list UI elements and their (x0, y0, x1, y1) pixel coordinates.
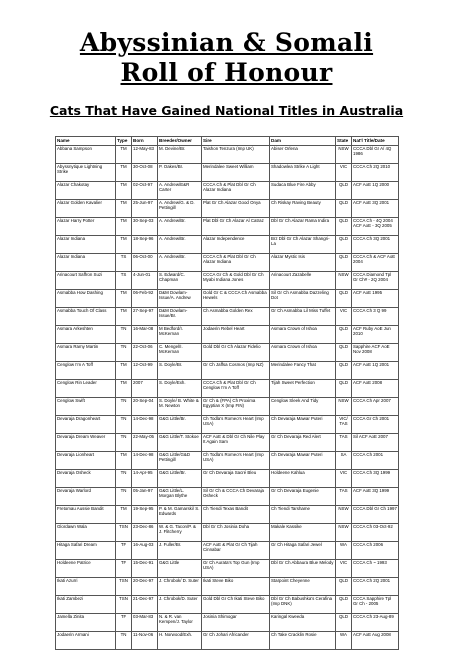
cell-dam: Arinacourt Zazabelle (270, 272, 336, 290)
cell-breeder-owner: P. Oakes/Br. (158, 164, 202, 182)
cell-type: TN (116, 632, 132, 650)
cell-name: Alazar Indiana (56, 254, 116, 272)
cell-born: 23-Dec-86 (132, 524, 158, 542)
table-row (56, 182, 399, 200)
cell-dam: Gr Ch Asmabba Lil Miss Tuffet (270, 308, 336, 326)
cell-breeder-owner: G&G Little/G&D Pettingill (158, 452, 202, 470)
cell-state: QLD (336, 596, 352, 614)
cell-type: TM (116, 218, 132, 236)
cell-type: TM (116, 182, 132, 200)
cell-name: Asmabba Touch Of Class (56, 308, 116, 326)
cell-breeder-owner: G&G Little/L. Morgan Blythe (158, 488, 202, 506)
cell-title-date: ACF AoE 1995 (352, 290, 399, 308)
cell-state: TAS (336, 488, 352, 506)
cell-born: 12-May-83 (132, 146, 158, 164)
cell-type: TM (116, 236, 132, 254)
cell-dam: Alazar Mystic Isis (270, 254, 336, 272)
cell-type: TSN (116, 524, 132, 542)
cell-sire: Merindalee Sweet William (202, 164, 270, 182)
table-row (56, 218, 399, 236)
cell-name: Devaraja Dream Weaver (56, 434, 116, 452)
cell-breeder-owner: S. Edward/C. Chapman (158, 272, 202, 290)
cell-type: TF (116, 542, 132, 560)
cell-dam: Tijah Sweet Perfection (270, 380, 336, 398)
cell-dam: Gr Ch Hitaga Safari Jewel (270, 542, 336, 560)
cell-dam: Asmara Crown of Ishoa (270, 344, 336, 362)
cell-name: Abbana Sampson (56, 146, 116, 164)
cell-name: Glordawn Wala (56, 524, 116, 542)
cell-sire: CCCA Ch & Plat Dbl Gr Ch Alazar Indiana (202, 182, 270, 200)
cell-dam: Shadowlea Strike A Light (270, 164, 336, 182)
cell-type: TM (116, 146, 132, 164)
table-row (56, 326, 399, 344)
cell-dam: Dbl Gr Ch Babushka's Cerafina (Imp DNK) (270, 596, 336, 614)
cell-sire: Ikati Steve Biko (202, 578, 270, 596)
cell-born: 22-May-05 (132, 434, 158, 452)
cell-title-date: ACF AoE 3Q 2001 (352, 200, 399, 218)
cell-name: Fretomau Aussie Bandit (56, 506, 116, 524)
cell-title-date: CCCA Ch 2006 (352, 542, 399, 560)
table-row (56, 362, 399, 380)
cell-sire: Taishon Tenzura (Imp UK) (202, 146, 270, 164)
cell-title-date: CCCA Gr Ch 2001 (352, 416, 399, 434)
cell-dam: Makale Kassike (270, 524, 336, 542)
cell-name: Asmara Arkeshten (56, 326, 116, 344)
table-row (56, 272, 399, 290)
cell-type: TN (116, 344, 132, 362)
cell-sire: Alazar Independence (202, 236, 270, 254)
cell-dam: Gr Ch Devaraja Red Alert (270, 434, 336, 452)
cell-name: Cenglow Swift (56, 398, 116, 416)
cell-breeder-owner: J. Chrobok/ D. Suter (158, 578, 202, 596)
cell-name: Holdeene Patrice (56, 560, 116, 578)
cell-title-date: CCCA Ch & ACF AoE 2004 (352, 254, 399, 272)
cell-type: TM (116, 308, 132, 326)
cell-born: 02-Oct-97 (132, 182, 158, 200)
cell-breeder-owner: A. Andrew/Br. (158, 218, 202, 236)
cell-state: NSW (336, 272, 352, 290)
cell-sire: Plat Dbl Gr Ch Alazar Al Catraz (202, 218, 270, 236)
cell-sire: Ch Tiendi Texas Bandit (202, 506, 270, 524)
cell-breeder-owner: W. & G. Tacon/P. & J. Flitcherry (158, 524, 202, 542)
cell-title-date: ACF AoE 2008 (352, 380, 399, 398)
cell-name: Hitaga Safari Dream (56, 542, 116, 560)
table-row (56, 632, 399, 650)
cell-title-date: CCCA Ch Apr 2007 (352, 398, 399, 416)
cell-type: TF (116, 560, 132, 578)
cell-sire: Gold Gr C & CCCA Ch Asmabba Hewels (202, 290, 270, 308)
cell-name: Jamella Zinita (56, 614, 116, 632)
table-row (56, 524, 399, 542)
cell-sire: Plat Gr Ch Alazar Good Onya (202, 200, 270, 218)
cell-state: NSW (336, 398, 352, 416)
cell-sire: Gr Ch Aurata's Top Gun (Imp USA) (202, 560, 270, 578)
cell-state: QLD (336, 182, 352, 200)
cell-title-date: CCCA Diamond Tpl Gr Ch# - 2Q 2004 (352, 272, 399, 290)
cell-breeder-owner: A. Andrew/Br. (158, 236, 202, 254)
cell-title-date: ACF AoE 1Q 2001 (352, 362, 399, 380)
cell-born: 30-Oct-08 (132, 164, 158, 182)
cell-born: 14-Dec-98 (132, 416, 158, 434)
cell-title-date: CCCA Sapphire Tpl Gr Ch - 2005 (352, 596, 399, 614)
cell-type: TM (116, 506, 132, 524)
cell-state: WA (336, 542, 352, 560)
cell-name: Cenglow I'm A Toff (56, 362, 116, 380)
cell-state: QLD (336, 344, 352, 362)
cell-name: Devaraja Dragonheart (56, 416, 116, 434)
cell-name: Asmara Ramy Martin (56, 344, 116, 362)
cell-title-date: CCCA Ch 2Q 2001 (352, 578, 399, 596)
cell-type: TSN (116, 578, 132, 596)
cell-state: QLD (336, 254, 352, 272)
cell-type: TS (116, 272, 132, 290)
cell-name: Alazar Golden Kavalier (56, 200, 116, 218)
column-header-breeder-owner: Breeder/Owner (158, 137, 202, 146)
cell-title-date: ACF Ruby AoE Jun 2010 (352, 326, 399, 344)
cell-sire: Dbl Gr Ch Josinia Doha (202, 524, 270, 542)
cell-state: QLD (336, 380, 352, 398)
table-row (56, 164, 399, 182)
cell-state: QLD (336, 236, 352, 254)
cell-state: VIC (336, 164, 352, 182)
cell-breeder-owner: D&M Dowlam-Issue/A. Andrew (158, 290, 202, 308)
cell-title-date: CCCA Dbl Gr Ch 1997 (352, 506, 399, 524)
national-titles-table (55, 136, 399, 650)
cell-title-date: ACF AoE 1Q 2000 (352, 182, 399, 200)
cell-state: NSW (336, 146, 352, 164)
cell-name: Devaraja Osheck (56, 470, 116, 488)
cell-breeder-owner: G&G Little/Br. (158, 470, 202, 488)
cell-breeder-owner: S. Doyle/ B. White & M. Newton (158, 398, 202, 416)
cell-breeder-owner: A. Andrew/Br. (158, 254, 202, 272)
cell-name: Alazar Indiana (56, 236, 116, 254)
cell-born: 27-Sep-97 (132, 308, 158, 326)
cell-breeder-owner: G&G Little (158, 560, 202, 578)
page-subtitle: Cats That Have Gained National Titles in Australia (49, 103, 404, 118)
cell-state: QLD (336, 578, 352, 596)
cell-born: 06-Oct-00 (132, 254, 158, 272)
cell-dam: Holdeene Kahlua (270, 470, 336, 488)
cell-type: TM (116, 290, 132, 308)
cell-born: 12-Oct-99 (132, 362, 158, 380)
table-row (56, 380, 399, 398)
cell-breeder-owner: G&G Little/T. Stokoe (158, 434, 202, 452)
cell-name: Cenglow Rin Leader (56, 380, 116, 398)
cell-state: NSW (336, 524, 352, 542)
cell-dam: Ch Riskay Raving Beauty (270, 200, 336, 218)
cell-name: Arinacourt Saffron Suzi (56, 272, 116, 290)
cell-name: Alazar Harry Potter (56, 218, 116, 236)
cell-breeder-owner: A. Andrew/E&R Carter (158, 182, 202, 200)
cell-sire: Ch Asmabba Golden Rex (202, 308, 270, 326)
cell-type: TN (116, 326, 132, 344)
cell-dam: Asmara Crown of Ishoa (270, 326, 336, 344)
cell-born: 30-Sep-03 (132, 218, 158, 236)
cell-sire: Ch Todla's Romeo's Heart (Imp USA) (202, 416, 270, 434)
cell-type: TN (116, 488, 132, 506)
cell-title-date: CCCA Ch 3 Q 99 (352, 308, 399, 326)
cell-breeder-owner: J. Fuller/Br. (158, 542, 202, 560)
cell-breeder-owner: H. Norwood/Exh. (158, 632, 202, 650)
cell-state: WA (336, 632, 352, 650)
cell-state: QLD (336, 362, 352, 380)
cell-born: 14-Apr-95 (132, 470, 158, 488)
cell-sire: Gr Ch & (FPA) Ch Proxima Egyptian X (Imp FIN) (202, 398, 270, 416)
cell-born: 14-Dec-98 (132, 452, 158, 470)
cell-dam: Dbl Gr Ch Abbaura Blue Melody (270, 560, 336, 578)
table-row (56, 344, 399, 362)
cell-born: 06-Feb-92 (132, 290, 158, 308)
cell-title-date: CCCA Ch 2Q 2010 (352, 164, 399, 182)
cell-dam: Starpoint Cheyenne (270, 578, 336, 596)
cell-type: TM (116, 452, 132, 470)
cell-breeder-owner: G&G Little/Br. (158, 416, 202, 434)
table-row (56, 614, 399, 632)
cell-title-date: CCCA Ch 23-Aug-89 (352, 614, 399, 632)
column-header-title-date: Nat'l Title/Date (352, 137, 399, 146)
table-row (56, 452, 399, 470)
column-header-dam: Dam (270, 137, 336, 146)
cell-state: NSW (336, 506, 352, 524)
table-header-row (56, 137, 399, 146)
cell-sire: Gr Ch Devaraja Sacré Bleu (202, 470, 270, 488)
cell-type: TSN (116, 596, 132, 614)
cell-born: 20-Sep-04 (132, 398, 158, 416)
table-row (56, 254, 399, 272)
cell-type: TN (116, 470, 132, 488)
cell-born: 22-Oct-06 (132, 344, 158, 362)
cell-dam: Ch Take Cracklin Rosie (270, 632, 336, 650)
cell-dam: Dbl Gr Ch Alazar Rama Indira (270, 218, 336, 236)
cell-dam: Ch Devaraja Mawar Puteri (270, 452, 336, 470)
cell-sire: ACF AoE & Dbl Gr Ch Nile Play It Again Sam (202, 434, 270, 452)
cell-title-date: CCCA Ch 3Q 1999 (352, 470, 399, 488)
cell-sire: CCCA Gr Ch & Gold Dbl Gr Ch Myabi Indiana Jones (202, 272, 270, 290)
cell-title-date: CCCA Ch 03-Oct-92 (352, 524, 399, 542)
cell-type: TN (116, 434, 132, 452)
cell-sire: CCCA Ch & Plat Dbl Gr Ch Alazar Indiana (202, 254, 270, 272)
cell-state: VIC (336, 470, 352, 488)
cell-name: Jodaerin Armani (56, 632, 116, 650)
page-title-second-line: Roll of Honour (120, 58, 333, 87)
cell-sire: Gold Dbl Gr Ch Alazar Fidelio (202, 344, 270, 362)
cell-breeder-owner: M Bedford/I. McKernan (158, 326, 202, 344)
cell-born: 11-Nov-06 (132, 632, 158, 650)
table-row (56, 560, 399, 578)
table-row (56, 470, 399, 488)
cell-dam: Abiser Orlena (270, 146, 336, 164)
cell-dam: Gr Ch Devaraja Eugenie (270, 488, 336, 506)
cell-breeder-owner: N. & R. van Kempen/J. Taylor (158, 614, 202, 632)
cell-name: Alazar Chakotay (56, 182, 116, 200)
cell-breeder-owner: D&M Dowlam-Issue/Br. (158, 308, 202, 326)
cell-dam: Ch Tiendi Tarshame (270, 506, 336, 524)
table-row (56, 398, 399, 416)
cell-state: QLD (336, 200, 352, 218)
cell-name: Ikati Azurri (56, 578, 116, 596)
cell-sire: CCCA Ch & Plat Dbl Gr Ch Cenglow I'm A Toff (202, 380, 270, 398)
column-header-name: Name (56, 137, 116, 146)
cell-breeder-owner: C. Mengel/I. McKernan (158, 344, 202, 362)
cell-born: 21-Dec-97 (132, 596, 158, 614)
table-row (56, 416, 399, 434)
cell-born: 05-Jan-97 (132, 488, 158, 506)
cell-title-date: CCCA Ch 3Q 2001 (352, 236, 399, 254)
cell-dam: Cenglow Sleek And Tidy (270, 398, 336, 416)
cell-born: 19-Sep-95 (132, 506, 158, 524)
cell-dam: Sudaca Blue Fire Abby (270, 182, 336, 200)
cell-title-date: Sapphire ACF AoE Nov 2008 (352, 344, 399, 362)
cell-type: TM (116, 200, 132, 218)
cell-state: VIC (336, 308, 352, 326)
cell-sire: Gr Ch Jaffsa Cosmos (Imp NZ) (202, 362, 270, 380)
cell-breeder-owner: M. Devine/Br. (158, 146, 202, 164)
column-header-type: Type (116, 137, 132, 146)
cell-sire: Ch Todla's Romeo's Heart (Imp USA) (202, 452, 270, 470)
cell-title-date: Sil ACF AoE 2007 (352, 434, 399, 452)
cell-breeder-owner: S. Doyle/Br. (158, 362, 202, 380)
cell-state: QLD (336, 614, 352, 632)
table-row (56, 578, 399, 596)
cell-born: 16-Mar-08 (132, 326, 158, 344)
cell-sire: Gold Dbl Gr Ch Ikati Steve Biko (202, 596, 270, 614)
column-header-born: Born (132, 137, 158, 146)
cell-type: TM (116, 362, 132, 380)
column-header-state: State (336, 137, 352, 146)
cell-sire: Sil Gr Ch & CCCA Ch Devaraja Osheck (202, 488, 270, 506)
cell-dam: Merindalee Fancy That (270, 362, 336, 380)
cell-state: TAS (336, 434, 352, 452)
cell-breeder-owner: A. Andrew/G. & D. Pettingill (158, 200, 202, 218)
table-row (56, 146, 399, 164)
cell-dam: Ch Devaraja Mawar Puteri (270, 416, 336, 434)
table-row (56, 434, 399, 452)
cell-title-date: ACF AoE 3Q 1999 (352, 488, 399, 506)
cell-born: 4-Jun-01 (132, 272, 158, 290)
table-row (56, 488, 399, 506)
cell-name: Ikati Zambezi (56, 596, 116, 614)
table-row (56, 542, 399, 560)
cell-breeder-owner: S. Doyle/Exh. (158, 380, 202, 398)
cell-born: 2007 (132, 380, 158, 398)
cell-name: Abyssnytique Lightning Strike (56, 164, 116, 182)
cell-type: TN (116, 416, 132, 434)
cell-name: Asmabba How Dashing (56, 290, 116, 308)
cell-dam: Karingal Kweeda (270, 614, 336, 632)
cell-state: SA (336, 452, 352, 470)
cell-state: VIC/ TAS (336, 416, 352, 434)
cell-state: QLD (336, 326, 352, 344)
table-body (56, 146, 399, 650)
cell-born: 20-Dec-97 (132, 578, 158, 596)
cell-title-date: CCCA Dbl Gr A/ 4Q 1986 (352, 146, 399, 164)
cell-dam: Sil Gr Ch Asmabba Dazzeling Dot (270, 290, 336, 308)
cell-type: TM (116, 380, 132, 398)
cell-state: QLD (336, 218, 352, 236)
column-header-sire: Sire (202, 137, 270, 146)
cell-title-date: ACF AoE Aug 2008 (352, 632, 399, 650)
cell-state: VIC (336, 560, 352, 578)
cell-breeder-owner: P. & M. Gamarski/ S. Edwards (158, 506, 202, 524)
cell-born: 03-Mar-83 (132, 614, 158, 632)
cell-born: 18-Sep-96 (132, 236, 158, 254)
cell-type: TS (116, 254, 132, 272)
table-row (56, 236, 399, 254)
page-title: Abyssinian & Somali (79, 28, 374, 57)
table-row (56, 506, 399, 524)
cell-born: 25-Jun-97 (132, 200, 158, 218)
cell-state: QLD (336, 290, 352, 308)
cell-name: Devaraja Warlord (56, 488, 116, 506)
cell-sire: Josinia Shimogar (202, 614, 270, 632)
cell-breeder-owner: J. Chrobok/D. Suter (158, 596, 202, 614)
cell-sire: Gr Ch Johari Africander (202, 632, 270, 650)
cell-sire: Jodaerin Rebel Heart (202, 326, 270, 344)
cell-dam: Brz Dbl Gr Ch Alazar Shangri-La (270, 236, 336, 254)
table-row (56, 308, 399, 326)
cell-name: Devaraja Lionheart (56, 452, 116, 470)
cell-born: 15-Dec-91 (132, 560, 158, 578)
table-row (56, 596, 399, 614)
cell-title-date: CCCA Ch - 4Q 2004 ACF AoE - 3Q 2005 (352, 218, 399, 236)
cell-born: 16-Aug-03 (132, 542, 158, 560)
cell-type: TN (116, 398, 132, 416)
cell-type: TF (116, 614, 132, 632)
cell-type: TM (116, 164, 132, 182)
cell-title-date: CCCA Ch 2001 (352, 452, 399, 470)
table-row (56, 200, 399, 218)
cell-sire: ACF AoE & Plat Gr Ch Tijah Cinnabar (202, 542, 270, 560)
cell-title-date: CCCA Ch ~ 1993 (352, 560, 399, 578)
table-row (56, 290, 399, 308)
